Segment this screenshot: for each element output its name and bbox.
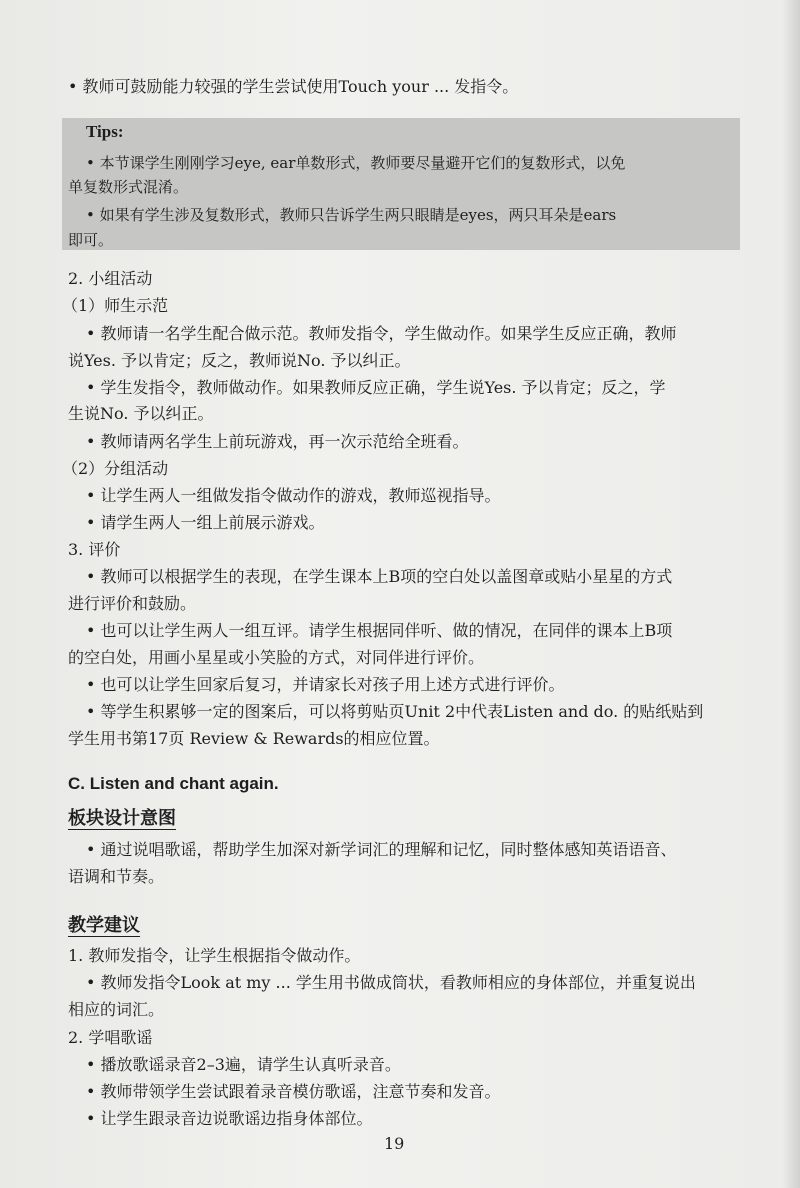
page-number: 19 <box>384 1134 405 1153</box>
suggestion-step-2: 2. 学唱歌谣 <box>68 1028 153 1047</box>
suggestion-paragraph-2b: 相应的词汇。 <box>68 1000 165 1019</box>
evaluation-paragraph-4b: 学生用书第17页 Review & Rewards的相应位置。 <box>68 729 440 748</box>
design-intent-paragraph-a: • 通过说唱歌谣，帮助学生加深对新学词汇的理解和记忆，同时整体感知英语语音、 <box>86 840 677 859</box>
evaluation-paragraph-1a: • 教师可以根据学生的表现，在学生课本上B项的空白处以盖图章或贴小星星的方式 <box>86 567 673 586</box>
demo-paragraph-2a: • 学生发指令，教师做动作。如果教师反应正确，学生说Yes. 予以肯定；反之，学 <box>86 378 666 397</box>
demo-paragraph-2b: 生说No. 予以纠正。 <box>68 404 214 423</box>
tips-line-4: 即可。 <box>68 231 114 249</box>
demo-paragraph-3: • 教师请两名学生上前玩游戏，再一次示范给全班看。 <box>86 432 469 451</box>
section-c-heading: C. Listen and chant again. <box>68 774 279 793</box>
demo-paragraph-1b: 说Yes. 予以肯定；反之，教师说No. 予以纠正。 <box>68 351 411 370</box>
design-intent-heading: 板块设计意图 <box>68 808 176 829</box>
evaluation-paragraph-2b: 的空白处，用画小星星或小笑脸的方式，对同伴进行评价。 <box>68 648 485 667</box>
tips-line-3: • 如果有学生涉及复数形式，教师只告诉学生两只眼睛是eyes，两只耳朵是ears <box>86 206 617 224</box>
tips-line-1: • 本节课学生刚刚学习eye, ear单数形式，教师要尽量避开它们的复数形式，以免 <box>86 154 626 172</box>
suggestion-step-1: 1. 教师发指令，让学生根据指令做动作。 <box>68 946 361 965</box>
evaluation-heading: 3. 评价 <box>68 540 121 559</box>
tips-line-2: 单复数形式混淆。 <box>68 178 189 196</box>
suggestion-paragraph-2a: • 教师发指令Look at my ... 学生用书做成筒状，看教师相应的身体部位，并重复说出 <box>86 973 696 992</box>
suggestion-paragraph-5: • 让学生跟录音边说歌谣边指身体部位。 <box>86 1109 373 1128</box>
suggestion-paragraph-4: • 教师带领学生尝试跟着录音模仿歌谣，注意节奏和发音。 <box>86 1082 501 1101</box>
suggestion-paragraph-3: • 播放歌谣录音2–3遍，请学生认真听录音。 <box>86 1055 401 1074</box>
design-intent-paragraph-b: 语调和节奏。 <box>68 867 165 886</box>
group-subheading: （2）分组活动 <box>62 459 169 478</box>
group-activity-heading: 2. 小组活动 <box>68 269 153 288</box>
tips-title: Tips: <box>86 122 124 141</box>
group-paragraph-1: • 让学生两人一组做发指令做动作的游戏，教师巡视指导。 <box>86 486 501 505</box>
evaluation-paragraph-1b: 进行评价和鼓励。 <box>68 594 197 613</box>
group-paragraph-2: • 请学生两人一组上前展示游戏。 <box>86 513 325 532</box>
teaching-suggestion-heading: 教学建议 <box>68 915 140 936</box>
evaluation-paragraph-3: • 也可以让学生回家后复习，并请家长对孩子用上述方式进行评价。 <box>86 675 565 694</box>
demo-subheading: （1）师生示范 <box>62 296 169 315</box>
demo-paragraph-1a: • 教师请一名学生配合做示范。教师发指令，学生做动作。如果学生反应正确，教师 <box>86 324 677 343</box>
evaluation-paragraph-2a: • 也可以让学生两人一组互评。请学生根据同伴听、做的情况，在同伴的课本上B项 <box>86 621 673 640</box>
evaluation-paragraph-4a: • 等学生积累够一定的图案后，可以将剪贴页Unit 2中代表Listen and do. 的贴纸贴到 <box>86 702 704 721</box>
intro-line: • 教师可鼓励能力较强的学生尝试使用Touch your ... 发指令。 <box>68 77 519 96</box>
page-edge-shadow <box>782 0 800 1188</box>
